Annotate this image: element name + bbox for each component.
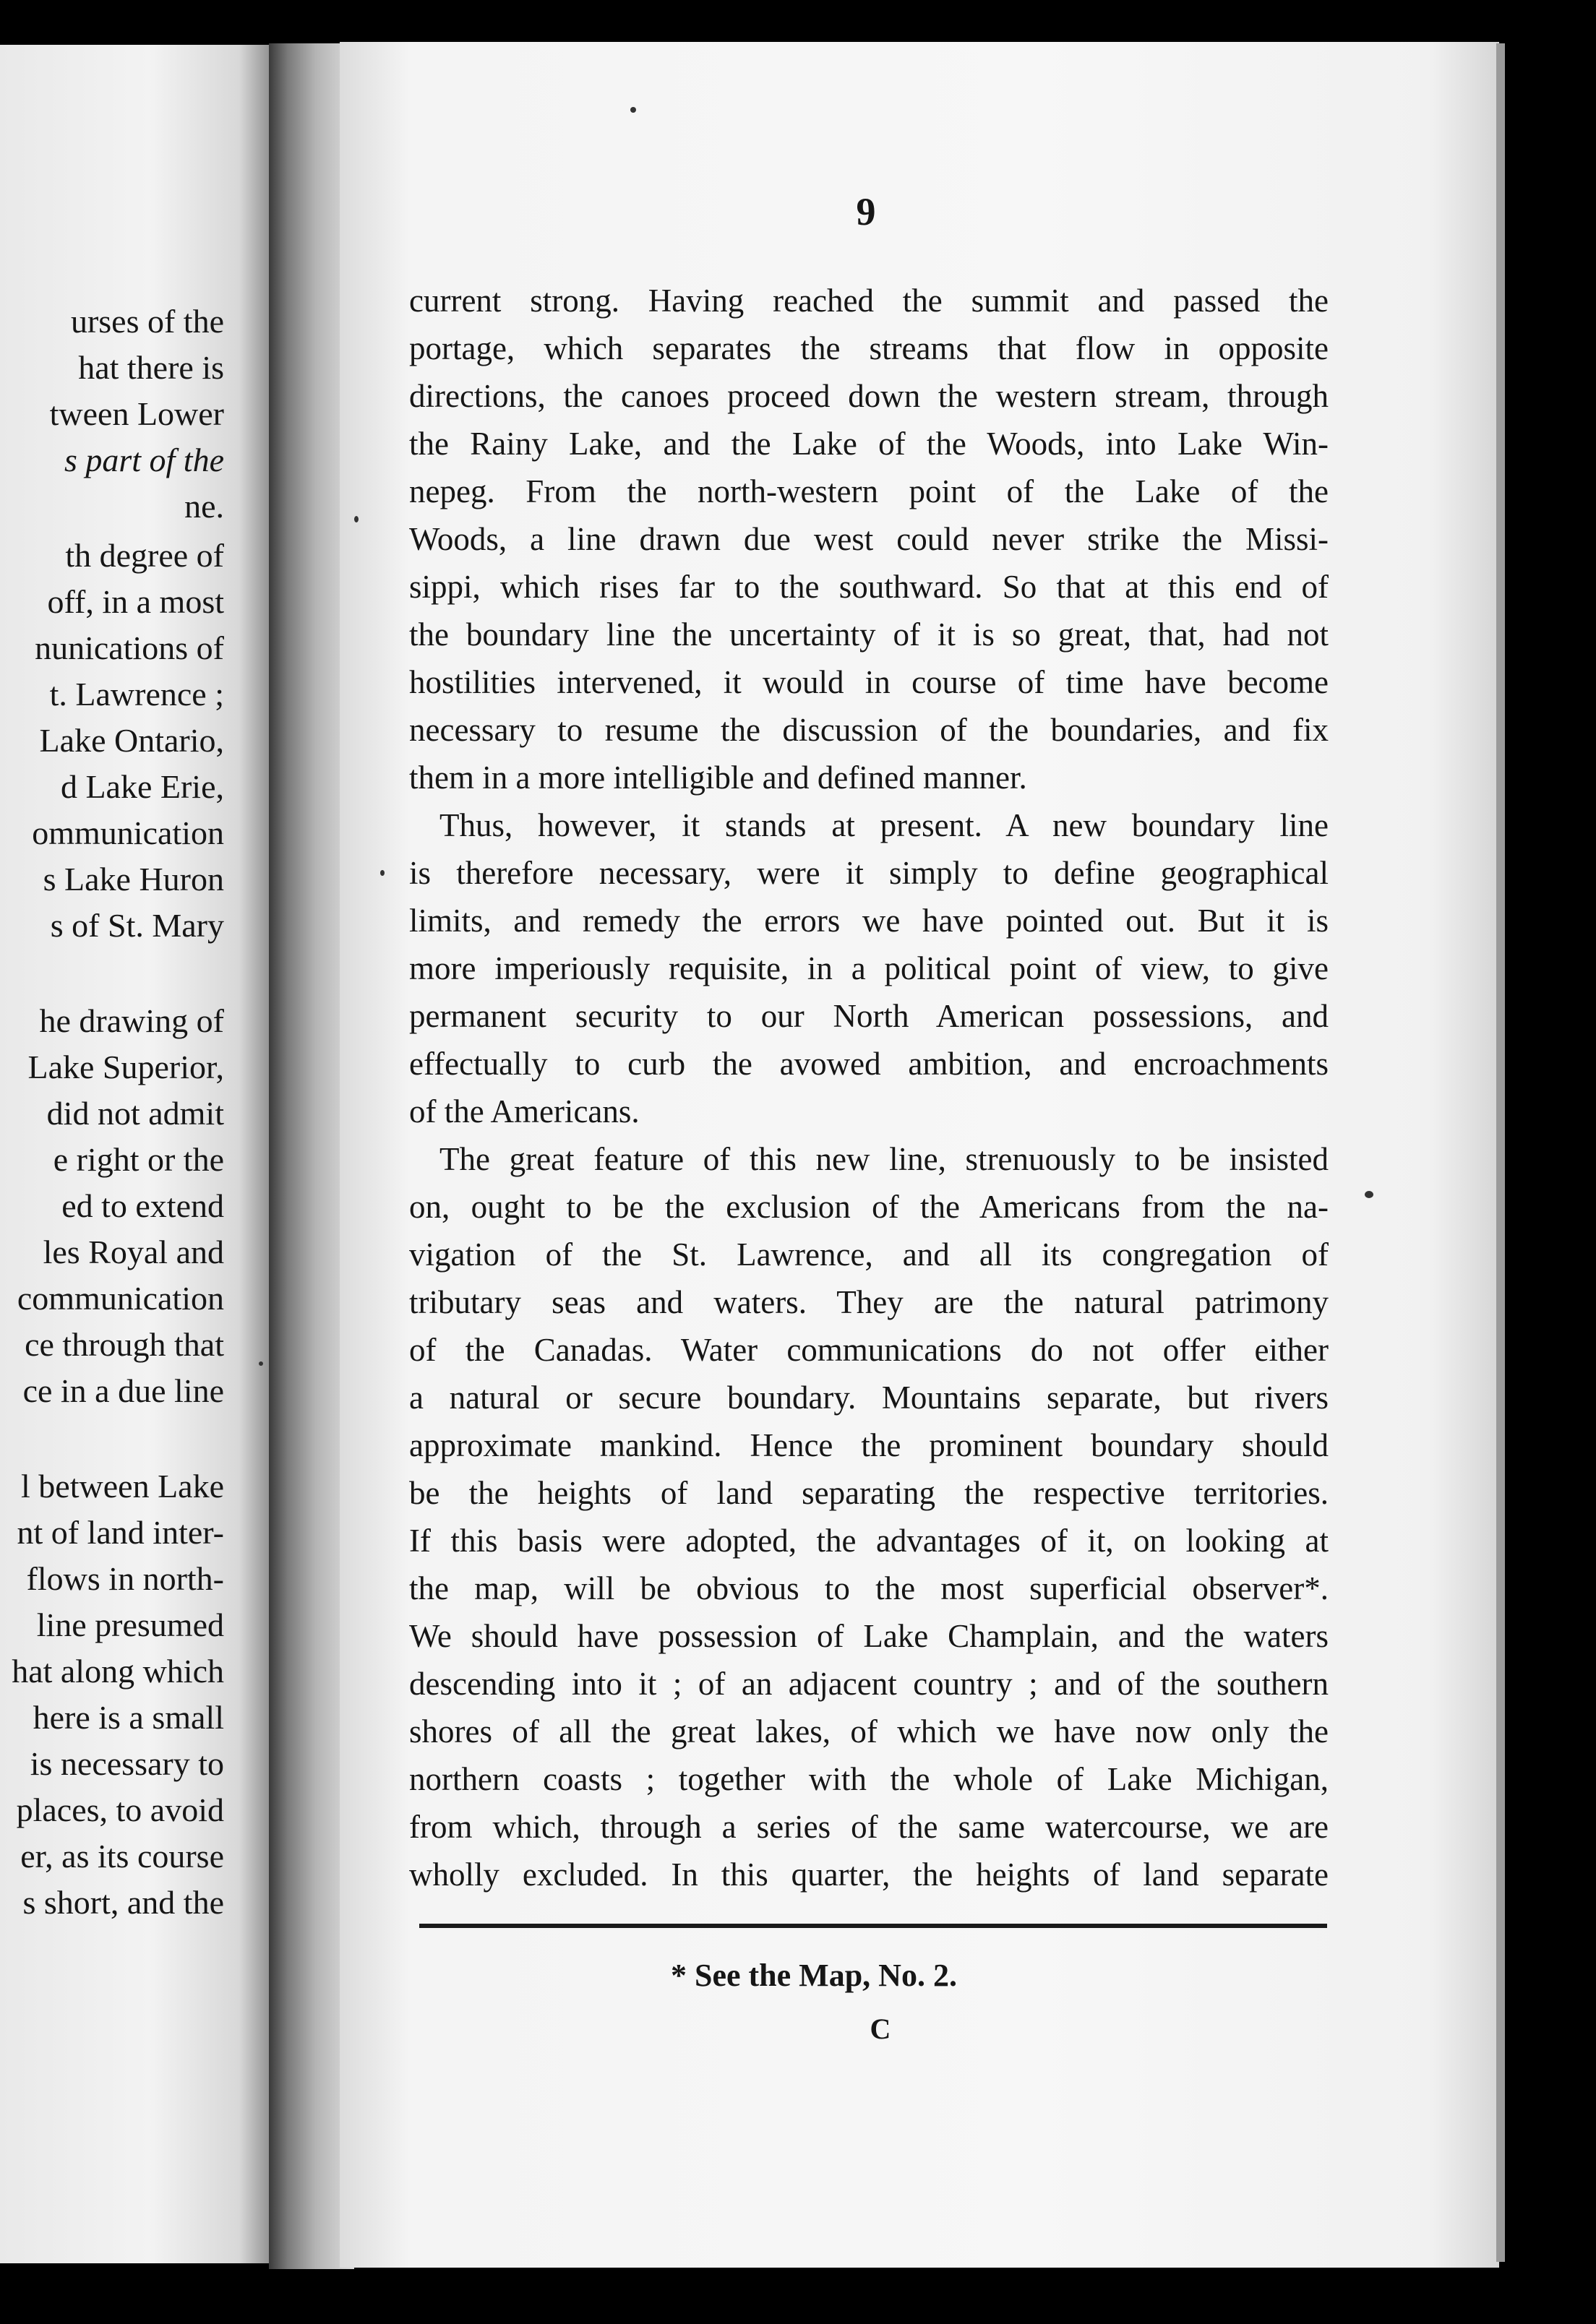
text-line: the boundary line the uncertainty of it is so great, that, had not [409,616,1329,653]
text-line: descending into it ; of an adjacent country ; and of the southern [409,1666,1329,1702]
left-page-line: th degree of [65,537,224,574]
text-line: Woods, a line drawn due west could never strike the Missi- [409,521,1329,557]
left-page-line: s Lake Huron [43,861,224,898]
text-line: hostilities intervened, it would in course of time have become [409,664,1329,700]
left-page-line: tween Lower [49,395,224,432]
left-page-line: places, to avoid [16,1791,224,1828]
text-line: effectually to curb the avowed ambition, and encroachments [409,1046,1329,1082]
footnote-rule [419,1924,1327,1928]
text-line: more imperiously requisite, in a political point of view, to give [409,950,1329,986]
left-page-line: ed to extend [61,1187,224,1224]
left-page-line: hat along which [12,1653,224,1690]
text-line: We should have possession of Lake Champlain, and the waters [409,1618,1329,1654]
text-line: the Rainy Lake, and the Lake of the Woods, into Lake Win- [409,426,1329,462]
left-page-line: s short, and the [22,1884,224,1921]
left-page-line: nt of land inter- [17,1514,224,1551]
ink-speck [354,516,359,522]
ink-speck [259,1361,263,1366]
text-line: current strong. Having reached the summit and passed the [409,283,1329,319]
left-page-line: ommunication [32,814,224,851]
left-page [0,45,272,2263]
left-page-line: he drawing of [39,1002,224,1039]
left-page-line: s of St. Mary [50,907,224,944]
text-line: necessary to resume the discussion of the boundaries, and fix [409,712,1329,748]
text-line: northern coasts ; together with the whole of Lake Michigan, [409,1761,1329,1797]
text-line: limits, and remedy the errors we have pointed out. But it is [409,903,1329,939]
left-page-line: er, as its course [20,1838,224,1875]
left-page-line: hat there is [78,349,224,386]
text-line: a natural or secure boundary. Mountains separate, but rivers [409,1380,1329,1416]
ink-speck [630,107,636,113]
left-page-line: Lake Superior, [27,1049,224,1085]
left-page-line: here is a small [33,1699,224,1736]
left-page-line: flows in north- [26,1560,224,1597]
text-line: shores of all the great lakes, of which we have now only the [409,1713,1329,1750]
left-page-line: e right or the [53,1141,224,1178]
left-page-line: communication [17,1280,224,1317]
left-page-line: line presumed [36,1606,224,1643]
left-page-line: is necessary to [30,1745,224,1782]
text-line: If this basis were adopted, the advantages of it, on looking at [409,1523,1329,1559]
text-line: wholly excluded. In this quarter, the heights of land separate [409,1856,1329,1893]
left-page-line: d Lake Erie, [60,768,224,805]
left-page-line: les Royal and [43,1234,224,1270]
text-line: the map, will be obvious to the most superficial observer*. [409,1570,1329,1606]
text-line: vigation of the St. Lawrence, and all its congregation of [409,1236,1329,1273]
text-line: on, ought to be the exclusion of the Americans from the na- [409,1189,1329,1225]
text-line: directions, the canoes proceed down the western stream, through [409,378,1329,414]
text-line: Thus, however, it stands at present. A new boundary line [439,807,1329,843]
text-line: nepeg. From the north-western point of the Lake of the [409,473,1329,509]
left-page-line: ce in a due line [22,1372,224,1409]
text-line: them in a more intelligible and defined manner. [409,759,1027,796]
left-page-line: t. Lawrence ; [49,676,224,713]
text-line: The great feature of this new line, strenuously to be insisted [439,1141,1329,1177]
ink-speck [380,870,385,876]
left-page-line: s part of the [64,442,224,478]
signature-mark: C [870,2013,891,2045]
left-page-line: ce through that [25,1326,224,1363]
text-line: approximate mankind. Hence the prominent boundary should [409,1427,1329,1463]
text-line: tributary seas and waters. They are the natural patrimony [409,1284,1329,1320]
footnote: * See the Map, No. 2. [671,1958,957,1993]
text-line: from which, through a series of the same watercourse, we are [409,1809,1329,1845]
left-page-line: l between Lake [21,1468,224,1505]
text-line: of the Canadas. Water communications do not offer either [409,1332,1329,1368]
text-line: portage, which separates the streams that flow in opposite [409,330,1329,366]
text-line: is therefore necessary, were it simply to define geographical [409,855,1329,891]
text-line: sippi, which rises far to the southward. So that at this end of [409,569,1329,605]
left-page-line: Lake Ontario, [39,722,224,759]
left-page-line: urses of the [70,303,224,340]
ink-speck [1365,1191,1373,1198]
page-number: 9 [856,190,876,233]
left-page-line: off, in a most [47,583,224,620]
left-page-line: did not admit [46,1095,224,1132]
page-edge [1496,43,1505,2262]
left-page-line: ne. [184,488,224,525]
text-line: be the heights of land separating the respective territories. [409,1475,1329,1511]
left-page-line: nunications of [35,629,224,666]
text-line: permanent security to our North American possessions, and [409,998,1329,1034]
text-line: of the Americans. [409,1093,640,1129]
